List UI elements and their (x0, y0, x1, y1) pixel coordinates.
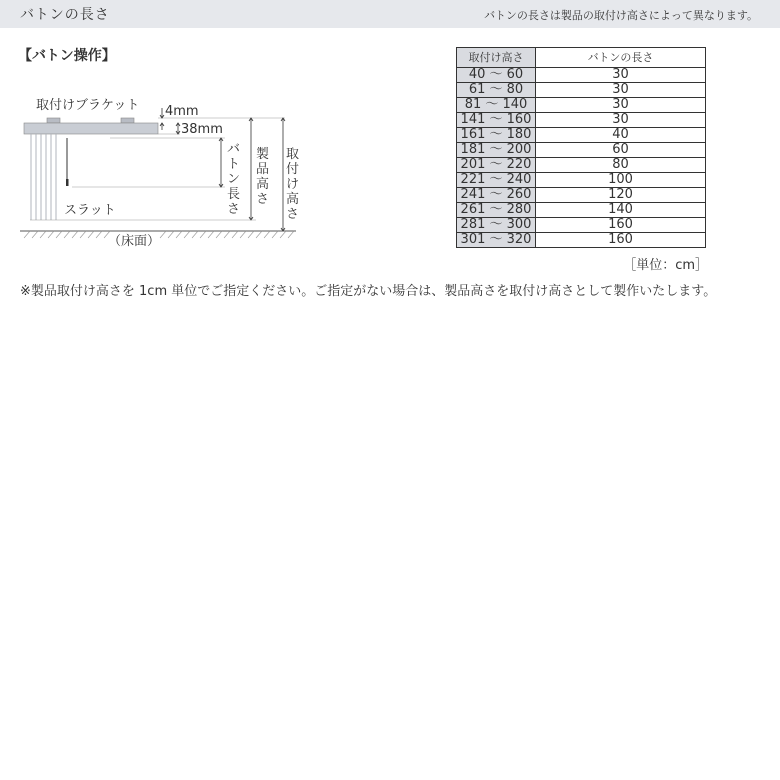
table-cell-mount-height: 61 〜 80 (457, 83, 536, 98)
slats (31, 134, 56, 220)
dim-38mm-label: 38mm (181, 122, 223, 137)
table-cell-mount-height: 221 〜 240 (457, 173, 536, 188)
table-row (457, 218, 706, 233)
table-header-row (457, 48, 706, 68)
table-row (457, 113, 706, 128)
table-cell-baton-length: 80 (536, 158, 706, 173)
table-cell-mount-height: 241 〜 260 (457, 188, 536, 203)
table-cell-baton-length: 30 (536, 113, 706, 128)
table-cell-baton-length: 40 (536, 128, 706, 143)
svg-text:ト: ト (227, 157, 241, 172)
bracket-label: 取付けブラケット (36, 98, 140, 113)
svg-text:高: 高 (286, 192, 300, 207)
table-cell-baton-length: 30 (536, 98, 706, 113)
table-cell-baton-length: 30 (536, 83, 706, 98)
bracket-right (121, 118, 134, 123)
dim-mount-height-arrow (281, 118, 285, 231)
table-row (457, 233, 706, 248)
baton-tip (66, 179, 69, 186)
table-row (457, 128, 706, 143)
dim-product-height-arrow (249, 118, 253, 220)
table-row (457, 188, 706, 203)
footnote: ※製品取付け高さを 1cm 単位でご指定ください。ご指定がない場合は、製品高さを取付け高さとして製作いたします。 (20, 284, 717, 299)
slat-label: スラット (64, 203, 116, 218)
svg-text:ン: ン (227, 172, 241, 187)
baton-length-label (227, 142, 240, 217)
section-title: 【バトン操作】 (18, 48, 116, 64)
svg-text:け: け (286, 177, 300, 192)
svg-text:製: 製 (256, 147, 270, 162)
svg-text:バ: バ (227, 142, 241, 157)
svg-text:品: 品 (256, 162, 270, 177)
table-row (457, 143, 706, 158)
product-height-label (256, 146, 269, 207)
table-cell-baton-length: 60 (536, 143, 706, 158)
dim-4mm-label: 4mm (165, 104, 199, 119)
svg-text:長: 長 (227, 187, 241, 202)
table-row (457, 173, 706, 188)
svg-text:付: 付 (286, 162, 300, 177)
baton-length-table (456, 47, 706, 248)
bracket-left (47, 118, 60, 123)
dim-38mm-arrow (176, 123, 180, 134)
table-cell-mount-height: 301 〜 320 (457, 233, 536, 248)
table-cell-mount-height: 181 〜 200 (457, 143, 536, 158)
table-cell-mount-height: 81 〜 140 (457, 98, 536, 113)
table-cell-baton-length: 160 (536, 233, 706, 248)
table-row (457, 68, 706, 83)
table-cell-mount-height: 261 〜 280 (457, 203, 536, 218)
floor-label: （床面） (108, 234, 161, 249)
mount-height-label (286, 147, 299, 222)
unit-note: ［単位：cm］ (623, 258, 708, 273)
svg-text:さ: さ (286, 207, 300, 222)
table-cell-baton-length: 120 (536, 188, 706, 203)
table-cell-mount-height: 201 〜 220 (457, 158, 536, 173)
svg-text:さ: さ (227, 202, 241, 217)
baton-length-diagram (0, 0, 320, 260)
table-cell-mount-height: 161 〜 180 (457, 128, 536, 143)
table-cell-mount-height: 281 〜 300 (457, 218, 536, 233)
table-cell-mount-height: 40 〜 60 (457, 68, 536, 83)
table-cell-baton-length: 160 (536, 218, 706, 233)
table-row (457, 98, 706, 113)
svg-text:高: 高 (256, 177, 270, 192)
table-header-baton-length: バトンの長さ (536, 48, 706, 68)
table-row (457, 203, 706, 218)
table-cell-baton-length: 30 (536, 68, 706, 83)
table-header-mount-height: 取付け高さ (457, 48, 536, 68)
header-title: バトンの長さ (20, 7, 110, 23)
svg-text:さ: さ (256, 192, 270, 207)
table-cell-baton-length: 100 (536, 173, 706, 188)
dim-4mm-arrow (160, 108, 164, 130)
headrail (24, 123, 158, 134)
table-row (457, 83, 706, 98)
dim-baton-length-arrow (219, 138, 223, 187)
table-cell-baton-length: 140 (536, 203, 706, 218)
svg-text:取: 取 (286, 147, 300, 162)
table-cell-mount-height: 141 〜 160 (457, 113, 536, 128)
table-row (457, 158, 706, 173)
header-note: バトンの長さは製品の取付け高さによって異なります。 (484, 9, 758, 22)
